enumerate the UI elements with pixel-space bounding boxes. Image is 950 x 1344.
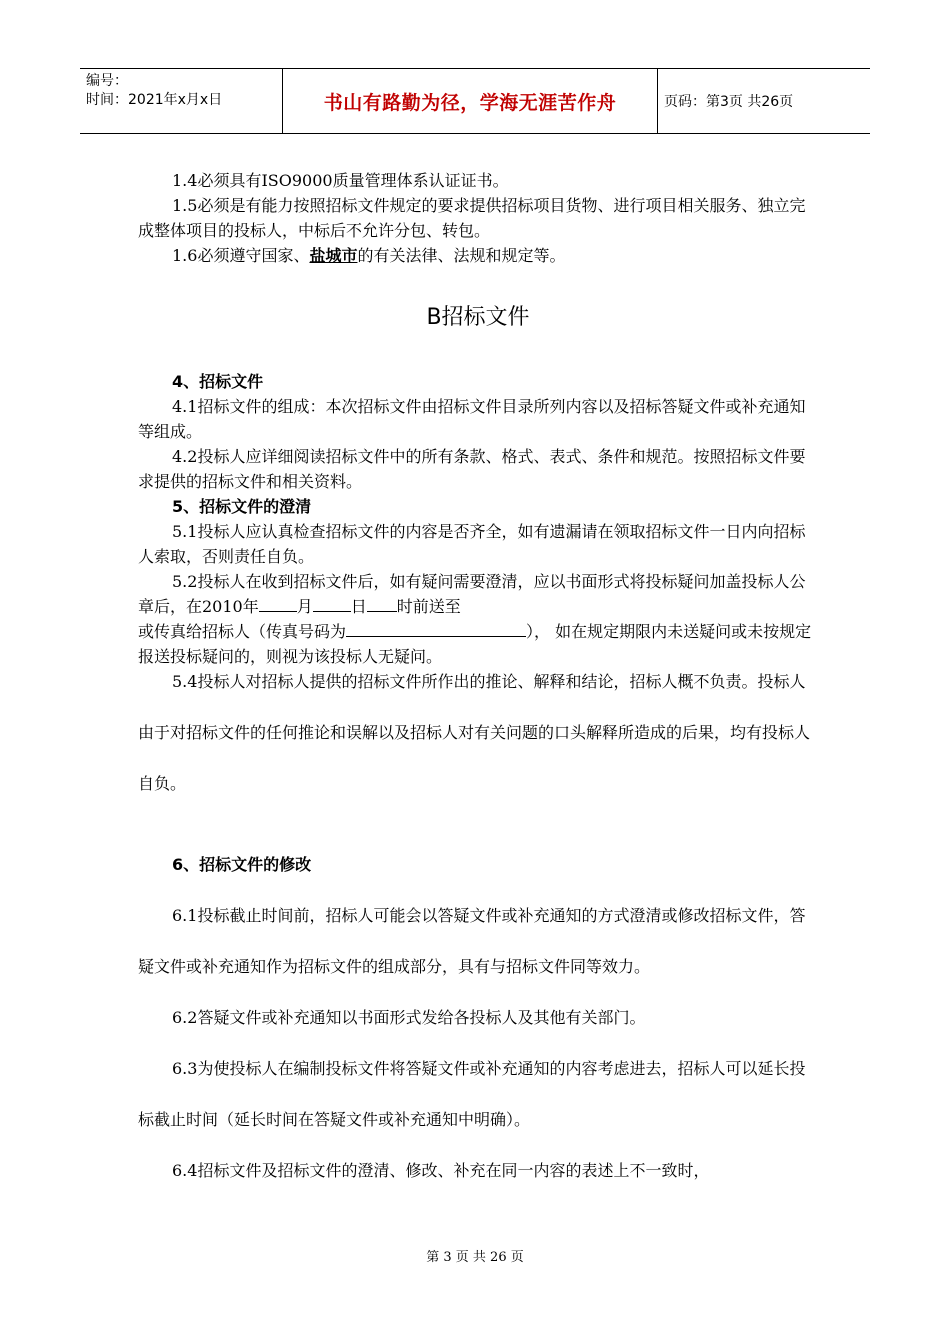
- para-1-4: 1.4必须具有ISO9000质量管理体系认证证书。: [172, 171, 509, 190]
- para-1-5: 1.5必须是有能力按照招标文件规定的要求提供招标项目货物、进行项目相关服务、独立完成整体项目的投标人，中标后不允许分包、转包。: [138, 196, 806, 240]
- page-header: [80, 68, 870, 134]
- section-title-b: B招标文件: [426, 305, 530, 330]
- para-6-4: 6.4招标文件及招标文件的澄清、修改、补充在同一内容的表述上不一致时，: [172, 1161, 710, 1180]
- motto: 书山有路勤为径，学海无涯苦作舟: [323, 91, 617, 114]
- para-5-2: [138, 569, 818, 669]
- para-1-6: [138, 243, 818, 268]
- para-5-4: 5.4投标人对招标人提供的招标文件所作出的推论、解释和结论，招标人概不负责。投标人由于对招标文件的任何推论和误解以及招标人对有关问题的口头解释所造成的后果，均有投标人自负。: [138, 672, 811, 793]
- para-6-2: 6.2答疑文件或补充通知以书面形式发给各投标人及其他有关部门。: [172, 1008, 646, 1027]
- para-4-2: 4.2投标人应详细阅读招标文件中的所有条款、格式、表式、条件和规范。按照招标文件要求提供的招标文件和相关资料。: [138, 447, 806, 491]
- para-5-1: 5.1投标人应认真检查招标文件的内容是否齐全，如有遗漏请在领取招标文件一日内向招标人索取，否则责任自负。: [138, 522, 806, 566]
- page-label: 页码：第3页 共26页: [664, 94, 794, 110]
- header-meta: [80, 69, 282, 133]
- blank-hour: [367, 595, 397, 612]
- para-1-6-a: 1.6必须遵守国家、: [172, 246, 310, 265]
- heading-6: 6、招标文件的修改: [172, 855, 312, 874]
- para-5-2-c: 或传真给招标人（传真号码为: [138, 622, 347, 641]
- para-6-3: 6.3为使投标人在编制投标文件将答疑文件或补充通知的内容考虑进去，招标人可以延长投标截止时间（延长时间在答疑文件或补充通知中明确）。: [138, 1059, 806, 1129]
- time-label: 时间：2021年x月x日: [86, 92, 223, 108]
- para-5-2-b: 时前送至: [396, 597, 461, 616]
- header-page-cell: [658, 69, 870, 133]
- blank-fax: [346, 620, 526, 637]
- header-motto-cell: [282, 69, 658, 133]
- city-link[interactable]: 盐城市: [309, 246, 358, 265]
- page-footer: 第 3 页 共 26 页: [426, 1250, 524, 1265]
- para-6-1: 6.1投标截止时间前，招标人可能会以答疑文件或补充通知的方式澄清或修改招标文件，答疑文件或补充通知作为招标文件的组成部分，具有与招标文件同等效力。: [138, 906, 806, 976]
- heading-5: 5、招标文件的澄清: [172, 497, 312, 516]
- blank-month: [259, 595, 297, 612]
- code-label: 编号：: [86, 73, 128, 89]
- para-4-1: 4.1招标文件的组成：本次招标文件由招标文件目录所列内容以及招标答疑文件或补充通知等组成。: [138, 397, 806, 441]
- blank-day: [313, 595, 351, 612]
- document-body: [138, 168, 818, 1196]
- para-5-2-day: 日: [350, 597, 367, 616]
- para-5-2-a: 5.2投标人在收到招标文件后，如有疑问需要澄清，应以书面形式将投标疑问加盖投标人公章后，在2010年: [138, 572, 806, 616]
- para-5-2-month: 月: [296, 597, 313, 616]
- para-5-2-d: ）， 如在规定期限内未送疑问或未按规定报送投标疑问的，则视为该投标人无疑问。: [138, 622, 812, 666]
- heading-4: 4、招标文件: [172, 372, 264, 391]
- para-1-6-b: 的有关法律、法规和规定等。: [357, 246, 566, 265]
